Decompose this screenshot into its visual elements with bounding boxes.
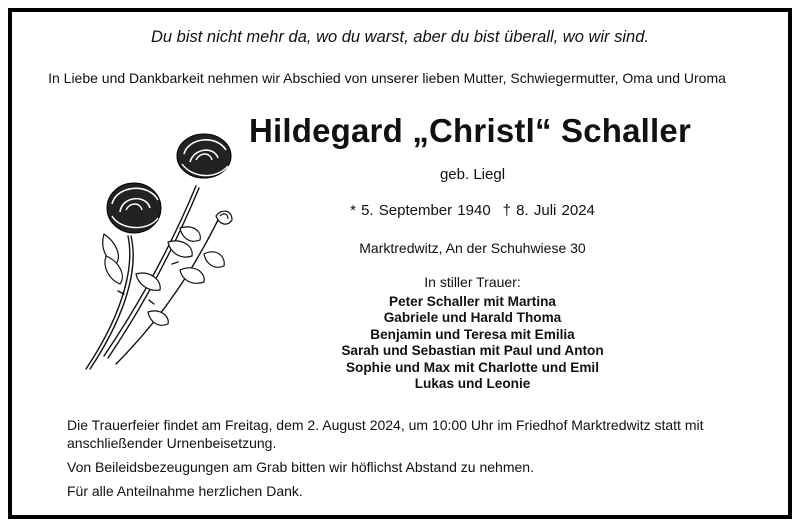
condolence-notice: Von Beileidsbezeugungen am Grab bitten wir höflichst Abstand zu nehmen. bbox=[67, 459, 534, 475]
birth-date: * 5. September 1940 bbox=[350, 202, 491, 219]
mourning-label: In stiller Trauer: bbox=[424, 274, 521, 290]
thanks-notice: Für alle Anteilnahme herzlichen Dank. bbox=[67, 483, 303, 499]
mourner-entry: Sarah und Sebastian mit Paul und Anton bbox=[341, 343, 604, 359]
rose-leaf bbox=[105, 256, 122, 284]
death-date: † 8. Juli 2024 bbox=[502, 202, 595, 219]
mourner-entry: Sophie und Max mit Charlotte und Emil bbox=[345, 359, 599, 375]
mourner-entry: Lukas und Leonie bbox=[414, 376, 531, 392]
intro-text: In Liebe und Dankbarkeit nehmen wir Abschied von unserer lieben Mutter, Schwiegermutter, Oma und Uroma bbox=[48, 70, 726, 86]
mourners-list bbox=[200, 294, 745, 392]
rose-leaf bbox=[180, 227, 200, 241]
deceased-name: Hildegard „Christl“ Schaller bbox=[248, 112, 692, 149]
maiden-name: geb. Liegl bbox=[439, 166, 506, 183]
mourner-entry: Benjamin und Teresa mit Emilia bbox=[370, 326, 575, 342]
rose-leaf bbox=[136, 273, 160, 290]
rose-leaf bbox=[148, 311, 168, 325]
motto-quote: Du bist nicht mehr da, wo du warst, aber du bist überall, wo wir sind. bbox=[151, 28, 649, 46]
life-dates bbox=[200, 202, 745, 219]
rose-leaf bbox=[168, 241, 192, 257]
address: Marktredwitz, An der Schuhwiese 30 bbox=[359, 240, 586, 256]
mourner-entry: Peter Schaller mit Martina bbox=[389, 294, 556, 309]
funeral-notice: Die Trauerfeier findet am Freitag, dem 2. August 2024, um 10:00 Uhr im Friedhof Marktredwitz statt mit anschließender Urnenbeisetzung. bbox=[67, 417, 704, 451]
rose-blossom bbox=[107, 183, 161, 233]
mourner-entry: Gabriele und Harald Thoma bbox=[383, 310, 562, 326]
